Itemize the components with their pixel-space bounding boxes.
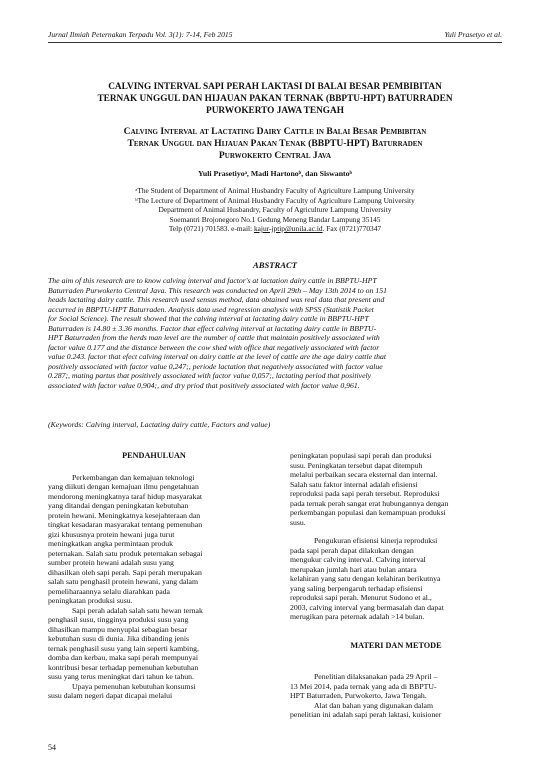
- abstract-line: for Social Science). The result showed that the calving interval at lactating dairy cattle in BBPTU-HPT: [48, 314, 369, 323]
- text-line: reproduksi pada sapi perah tersebut. Reproduksi: [290, 489, 440, 498]
- text-line: meningkatkan angka permintaan produk: [48, 539, 174, 548]
- text-line: penelitian ini adalah sapi perah laktasi, kuisioner: [290, 710, 442, 719]
- keywords: (Keywords: Calving interval, Lactating dairy cattle, Factors and value): [48, 420, 271, 429]
- header-rule: [48, 42, 502, 43]
- text-line: yang diikuti dengan kemajuan ilmu pengetahuan: [48, 482, 199, 491]
- text-line: Pengukuran efisiensi kinerja reproduksi: [314, 536, 438, 545]
- text-line: protein hewani. Meningkatnya kesejahteraan dan: [48, 510, 201, 520]
- text-line: kelahiran yang satu dengan kelahiran berikutnya: [290, 574, 441, 583]
- text-line: pada sapi perah dapat dilakukan dengan: [290, 545, 414, 555]
- title-english: [60, 126, 490, 163]
- text-line: 2003, calving interval yang bermasalah dan dapat: [290, 602, 444, 612]
- email-link[interactable]: kajur-jptip@unila.ac.id: [253, 224, 323, 233]
- paragraph: [290, 672, 502, 701]
- abstract-heading: ABSTRACT: [253, 260, 297, 270]
- paragraph: [290, 451, 502, 527]
- contact-fax: . Fax (0721)770347: [322, 224, 382, 233]
- title-line: PURWOKERTO JAWA TENGAH: [206, 106, 344, 116]
- text-line: mengukur calving interval. Calving interval: [290, 555, 426, 564]
- text-line: peningkatan populasi sapi perah dan produksi: [290, 451, 432, 460]
- title-line: CALVING INTERVAL SAPI PERAH LAKTASI DI BALAI BESAR PEMBIBITAN: [108, 82, 442, 92]
- text-line: Sapi perah adalah salah satu hewan ternak: [72, 605, 203, 615]
- title-indonesian: [48, 81, 502, 117]
- abstract-line: factor value 0.177 and the distance between the cow shed with office that negatively associated with factor: [48, 342, 380, 352]
- text-line: reproduksi sapi perah. Menurut Sudono et al.,: [290, 593, 432, 602]
- abstract-line: Baturraden is 14.80 ± 3.36 months. Factor that effect calving interval at lactating dairy cattle in BBPTU-: [48, 323, 377, 333]
- abstract-line: The aim of this research are to know calving interval and factor's at lactation dairy cattle in BBPTU-HPT: [48, 276, 377, 285]
- abstract-line: value 0.243. factor that efect calving interval on dairy cattle at the level of cattle are the age dairy cattle that: [48, 352, 387, 361]
- text-line: dihasilkan mampu menyuplai sebagian besar: [48, 624, 188, 634]
- running-authors: Yuli Prasetyo et al.: [444, 30, 502, 39]
- affiliation-line: ᵃThe Student of Department of Animal Husbandry Faculty of Agriculture Lampung University: [135, 186, 415, 195]
- abstract-line: HPT Baturraden from the herds man level are the number of cattle that maintain positively associated with: [48, 333, 380, 342]
- text-line: mendorong meningkatnya taraf hidup masyarakat: [48, 491, 203, 501]
- spacer: [290, 653, 502, 672]
- text-line: domba dan kerbau, maka sapi perah mempunyai: [48, 653, 198, 662]
- text-line: merupakan jumlah hari atau bulan antara: [290, 564, 417, 574]
- title-line: Ternak Unggul dan Hijauan Pakan Tenak (BBPTU-HPT) Baturraden: [127, 138, 423, 150]
- section-heading-introduction: PENDAHULUAN: [122, 451, 186, 460]
- text-line: yang saling berpengaruh terhadap efisiensi: [290, 583, 423, 593]
- text-line: peningkatan produksi susu.: [48, 596, 133, 605]
- spacer: [290, 622, 502, 641]
- text-line: 13 Mei 2014, pada ternak yang ada di BBPTU-: [290, 681, 437, 691]
- text-line: pada ternak perah sangat erat hubungannya dengan: [290, 498, 449, 508]
- paragraph: [48, 606, 260, 682]
- paragraph: [290, 536, 502, 622]
- text-line: sumber protein hewani adalah susu yang: [48, 558, 174, 567]
- abstract-line: positively associated with factor value 0,247;, periode lactation that negatively associated with factor value: [48, 361, 383, 371]
- affiliation-line: Soemantri Brojonegoro No.1 Gedung Meneng Bandar Lampung 35145: [169, 214, 381, 224]
- abstract-line: heads lactating dairy cattle. This research used sensus method, data obtained was real data that present and: [48, 295, 385, 304]
- abstract-line: Baturraden Purwokerto Central Java. This research was conducted on April 29th – May 13th 2014 to on 151: [48, 285, 387, 295]
- text-line: tingkat kesadaran masyarakat tentang pemenuhan: [48, 520, 203, 529]
- text-line: susu. Peningkatan tersebut dapat ditempuh: [290, 460, 423, 470]
- spacer: [290, 527, 502, 536]
- text-line: ternak penghasil susu yang lain seperti kambing,: [48, 643, 199, 653]
- text-line: kontribusi besar terhadap pemenuhan kebutuhan: [48, 662, 199, 672]
- paragraph: [48, 682, 260, 701]
- text-line: HPT Baturraden, Purwokerto, Jawa Tengah.: [290, 691, 427, 700]
- text-line: susu.: [290, 517, 306, 527]
- contact-phone: Telp (0721) 701583. e-mail:: [168, 224, 254, 233]
- text-line: pemeliharaannya selalu diarahkan pada: [48, 586, 171, 596]
- text-line: Perkembangan dan kemajuan teknologi: [72, 472, 195, 482]
- text-line: merugikan para peternak adalah >14 bulan.: [290, 612, 425, 621]
- spacer: [48, 464, 260, 473]
- abstract-line: accurred in BBPTU-HPT Baturraden. Analysis data used regression analysis with SPSS (Statistik Packet: [48, 304, 374, 314]
- journal-citation: Jurnal Ilmiah Peternakan Terpadu Vol. 3(1): 7-14, Feb 2015: [48, 30, 233, 39]
- abstract-body: [48, 276, 502, 390]
- text-line: kebutuhan susu di dunia. Jika dibanding jenis: [48, 634, 189, 643]
- text-line: salah satu penghasil protein hewani, yang dalam: [48, 577, 199, 586]
- contact-line: [0, 224, 550, 234]
- abstract-line: associated with factor value 0,904;, and dry priod that positively associated with factor value 0,961.: [48, 380, 360, 390]
- text-line: Penelitian dilaksanakan pada 29 April –: [314, 672, 438, 681]
- title-line: TERNAK UNGGUL DAN HIJAUAN PAKAN TERNAK (BBPTU-HPT) BATURRADEN: [97, 94, 453, 104]
- text-line: melalui perbaikan secara eksternal dan internal.: [290, 470, 438, 479]
- running-header: [48, 30, 502, 39]
- text-line: peternakan. Salah satu produk peternakan sebagai: [48, 548, 203, 558]
- paragraph: [48, 473, 260, 606]
- right-column: [290, 451, 502, 720]
- text-line: Salah satu faktor internal adalah efisiensi: [290, 479, 418, 489]
- section-heading-methods: MATERI DAN METODE: [350, 640, 442, 650]
- abstract-line: 0.287;, mating partus that positively associated with factor value 0,057;, lactating period that positively: [48, 371, 372, 380]
- text-line: dihasilkan oleh sapi perah. Sapi perah merupakan: [48, 567, 202, 577]
- text-line: Upaya pemenuhan kebutuhan konsumsi: [72, 681, 196, 691]
- text-line: Alat dan bahan yang digunakan dalam: [314, 700, 434, 710]
- text-line: yang ditandai dengan peningkatan kebutuhan: [48, 501, 189, 510]
- title-line: Purwokerto Central Java: [218, 150, 332, 162]
- paragraph: [290, 701, 502, 720]
- left-column: [48, 451, 260, 701]
- text-line: gizi khususnya protein hewani juga turut: [48, 529, 175, 539]
- affiliations: [0, 186, 550, 234]
- text-line: perkembangan populasi dan kemampuan produksi: [290, 508, 446, 517]
- text-line: susu yang terus meningkat dari tahun ke tahun.: [48, 672, 194, 681]
- affiliation-line: ᵇThe Lecture of Department of Animal Husbandry Faculty of Agriculture Lampung University: [135, 195, 415, 205]
- author-list: Yuli Prasetiyoᵃ, Madi Hartonoᵇ, dan Siswantoᵇ: [197, 169, 353, 178]
- text-line: susu dalam negeri dapat dicapai melalui: [48, 691, 173, 700]
- page-number: 54: [48, 743, 56, 752]
- title-line: Calving Interval at Lactating Dairy Cattle in Balai Besar Pembibitan: [123, 126, 427, 137]
- affiliation-line: Department of Animal Husbandry, Faculty of Agriculture Lampung University: [158, 205, 392, 214]
- text-line: penghasil susu, tingginya produksi susu yang: [48, 615, 189, 624]
